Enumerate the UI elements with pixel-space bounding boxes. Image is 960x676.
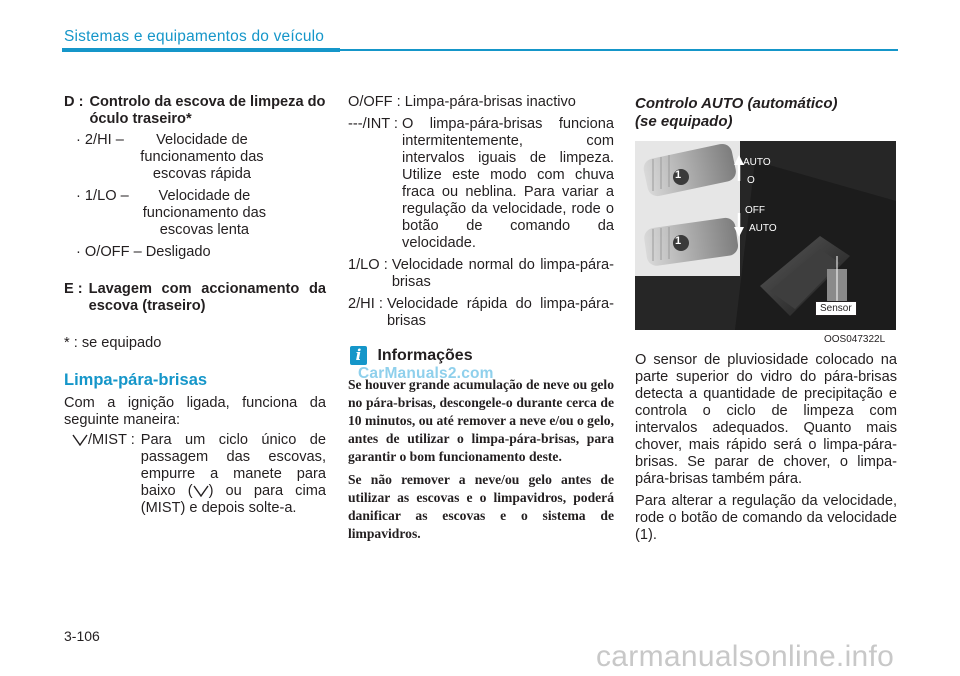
d-subitem-prefix: · 1/LO – xyxy=(76,188,133,204)
column-2 xyxy=(348,94,614,330)
header-bar xyxy=(62,48,340,52)
header-rule xyxy=(340,49,898,51)
figure-label-auto: AUTO xyxy=(743,157,771,168)
d-subitem-prefix: · xyxy=(76,244,85,260)
wiper-heading: Limpa-pára-brisas xyxy=(64,371,208,389)
footnote: * : se equipado xyxy=(64,335,162,351)
wiper-figure xyxy=(635,141,896,330)
mode-text: Velocidade normal do limpa-pára-brisas xyxy=(391,257,614,290)
d-subitem-text: Velocidade de funcionamento das escovas lenta xyxy=(142,188,267,238)
info-title: Informações xyxy=(377,346,473,364)
mode-off xyxy=(348,94,614,111)
callout-1: 1 xyxy=(675,169,682,181)
sensor-label: Sensor xyxy=(815,301,857,316)
mode-label: 1/LO : xyxy=(348,257,392,273)
mode-int xyxy=(348,116,614,252)
mist-text-part2: ) ou para cima (MIST) e depois solte-a. xyxy=(140,483,326,516)
wiper-intro: Com a ignição ligada, funciona da seguinte maneira: xyxy=(64,395,326,428)
item-mist-text xyxy=(135,432,326,517)
figure-code: OOS047322L xyxy=(824,334,886,345)
d-subitem-hi xyxy=(76,132,326,183)
d-subitem-prefix: · 2/HI – xyxy=(76,132,128,148)
mode-text: Limpa-pára-brisas inactivo xyxy=(404,94,576,110)
auto-paragraph-2: Para alterar a regulação da velocidade, rode o botão de comando da velocidade (1). xyxy=(635,493,897,543)
auto-body xyxy=(635,352,897,544)
d-subitems xyxy=(64,132,326,261)
item-d xyxy=(64,94,326,128)
auto-heading-line-1: Controlo AUTO (automático) xyxy=(635,95,838,112)
info-header xyxy=(350,346,620,382)
mist-label-text: /MIST : xyxy=(88,432,135,448)
d-subitem-text: Velocidade de funcionamento das escovas rápida xyxy=(140,132,264,182)
mode-hi xyxy=(348,296,614,330)
chevron-down-icon xyxy=(193,485,209,497)
chevron-down-icon xyxy=(72,434,88,446)
section-title: Sistemas e equipamentos do veículo xyxy=(64,28,325,45)
item-e xyxy=(64,281,326,315)
figure-label-off: OFF xyxy=(745,205,765,216)
mist-text-part1: Para um ciclo único de passagem das escovas, empurre a manete para baixo ( xyxy=(140,432,326,499)
watermark: CarManuals2.com xyxy=(358,365,494,382)
page-number: 3-106 xyxy=(64,628,100,644)
auto-heading xyxy=(635,95,897,131)
item-e-text: Lavagem com accionamento da escova (traseiro) xyxy=(88,281,326,314)
mode-lo xyxy=(348,257,614,291)
mode-label: ---/INT : xyxy=(348,116,403,132)
info-paragraph-2: Se não remover a neve/ou gelo antes de utilizar as escovas e o limpavidros, poderá danificar as escovas e o sistema de limpavidros. xyxy=(348,472,614,541)
footer-site-watermark: carmanualsonline.info xyxy=(596,640,895,673)
item-d-label: D : xyxy=(64,94,84,110)
mode-label: O/OFF : xyxy=(348,94,405,110)
d-subitem-lo xyxy=(76,188,326,239)
mode-text: Velocidade rápida do limpa-pára-brisas xyxy=(386,296,614,329)
mode-text: O limpa-pára-brisas funciona intermitentemente, com intervalos iguais de limpeza. Utilize este modo com chuva fraca ou neblina. Para variar a regulação da velocidade, rode o botão de comando da velocidade. xyxy=(402,116,614,251)
item-d-text: Controlo da escova de limpeza do óculo traseiro* xyxy=(89,94,326,127)
auto-paragraph-1: O sensor de pluviosidade colocado na parte superior do vidro do pára-brisas detecta a quantidade de precipitação e controla o ciclo de limpeza com intervalos adequados. Quanto mais chover, mais rápido será o limpa-pára-brisas. Se parar de chover, o limpa-pára-brisas também pára. xyxy=(635,352,897,487)
d-subitem-off xyxy=(76,244,326,261)
item-mist-label xyxy=(72,432,135,517)
info-body xyxy=(348,376,614,543)
figure-label-auto-2: AUTO xyxy=(749,223,777,234)
figure-label-o: O xyxy=(747,175,755,186)
auto-heading-line-2: (se equipado) xyxy=(635,113,733,130)
mode-label: 2/HI : xyxy=(348,296,387,312)
item-e-label: E : xyxy=(64,281,83,297)
item-mist xyxy=(64,432,326,517)
info-icon: i xyxy=(350,346,367,365)
d-subitem-text: O/OFF – Desligado xyxy=(84,244,211,260)
info-paragraph-1: Se houver grande acumulação de neve ou gelo no pára-brisas, descongele-o durante cerca de 10 minutos, ou até remover a neve e/ou o gelo, antes de utilizar o limpa-pára-brisas, para garantir o bom funcionamento deste. xyxy=(348,377,614,464)
callout-1b: 1 xyxy=(675,235,682,247)
column-1 xyxy=(64,94,326,517)
